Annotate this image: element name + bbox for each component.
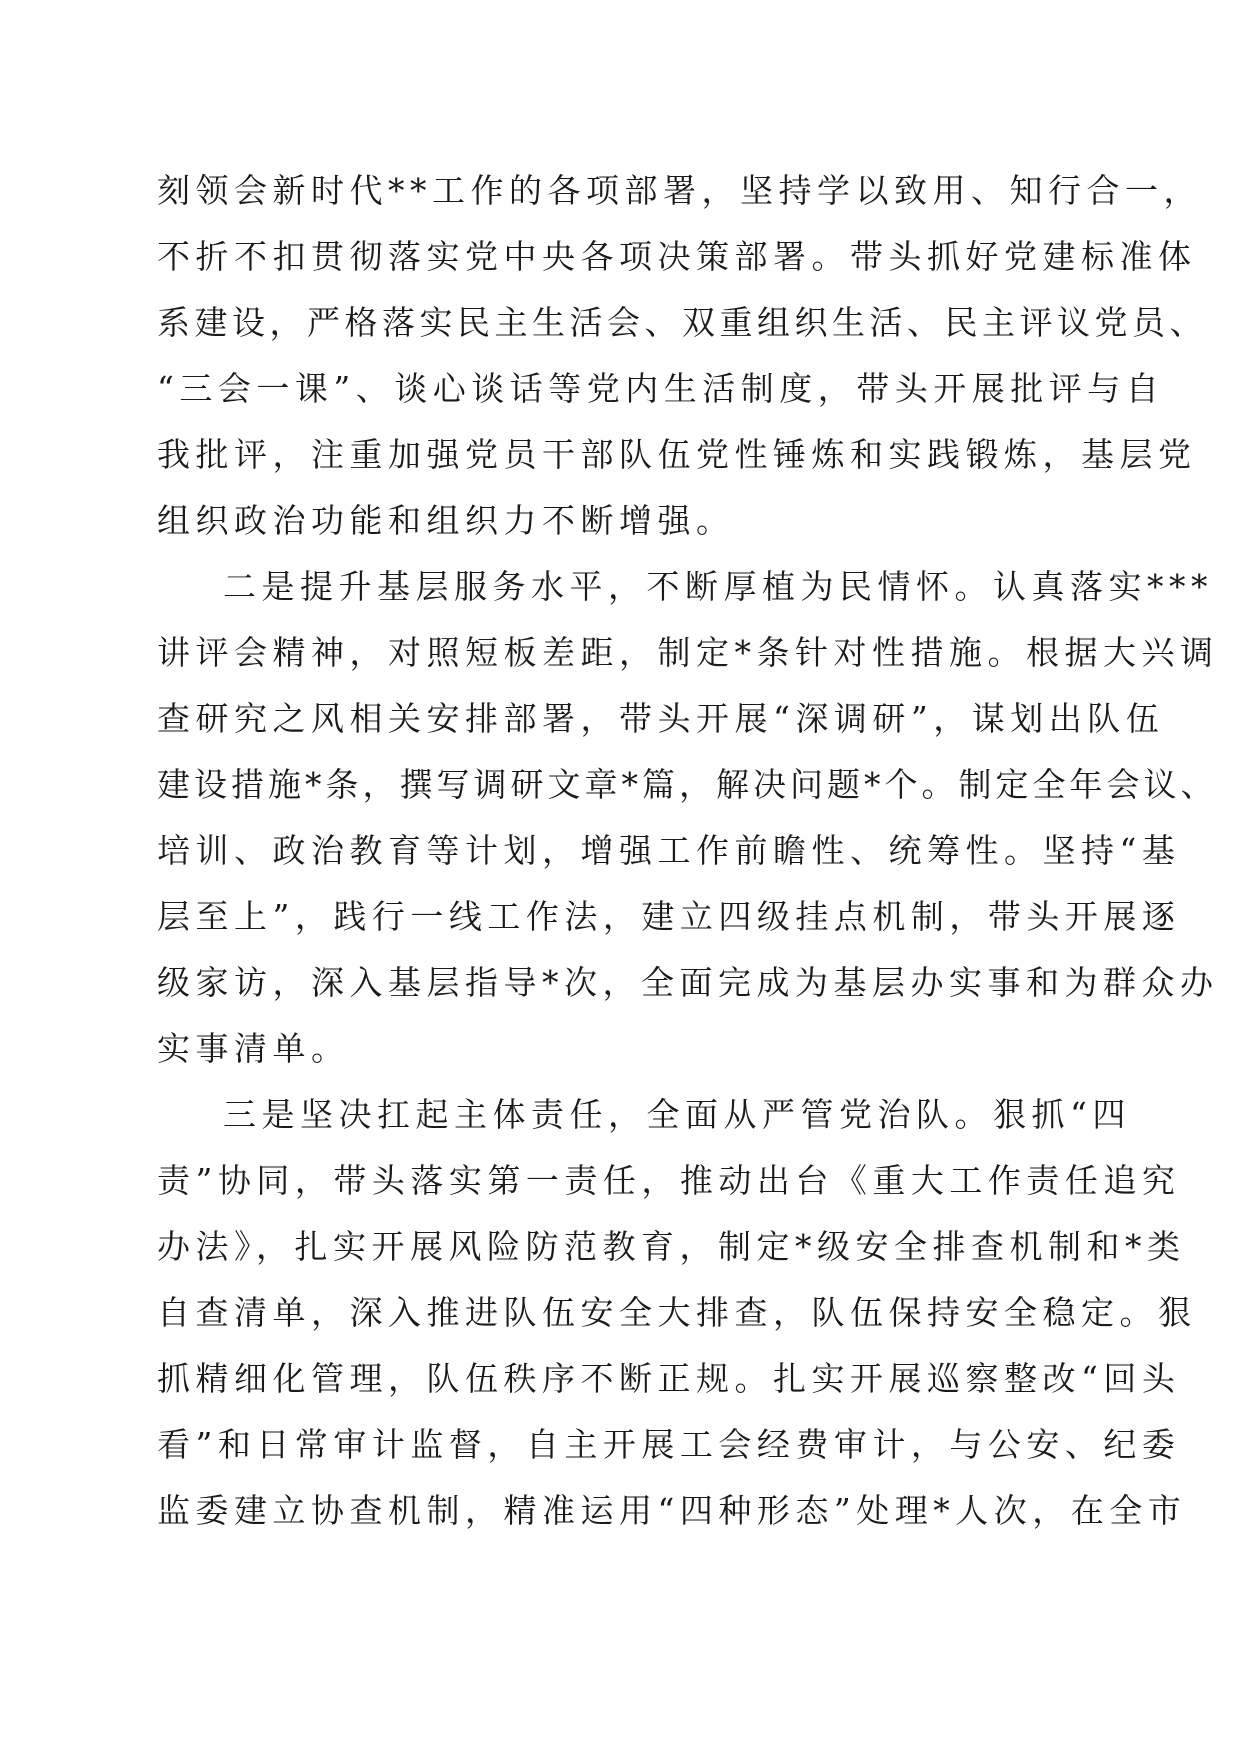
text-line: 办法》，扎实开展风险防范教育，制定*级安全排查机制和*类 bbox=[157, 1227, 1186, 1266]
text-line: 责”协同，带头落实第一责任，推动出台《重大工作责任追究 bbox=[157, 1161, 1181, 1200]
text-line: 系建设，严格落实民主生活会、双重组织生活、民主评议党员、 bbox=[157, 303, 1207, 342]
text-line: 我批评，注重加强党员干部队伍党性锤炼和实践锻炼，基层党 bbox=[157, 435, 1197, 474]
text-line: 级家访，深入基层指导*次，全面完成为基层办实事和为群众办 bbox=[157, 963, 1219, 1002]
body-text bbox=[157, 158, 1219, 1544]
text-line: 培训、政治教育等计划，增强工作前瞻性、统筹性。坚持“基 bbox=[157, 831, 1181, 870]
text-line: 抓精细化管理，队伍秩序不断正规。扎实开展巡察整改“回头 bbox=[157, 1359, 1181, 1398]
paragraph-start-line: 二是提升基层服务水平，不断厚植为民情怀。认真落实*** bbox=[223, 567, 1213, 606]
text-line: 刻领会新时代**工作的各项部署，坚持学以致用、知行合一， bbox=[157, 171, 1202, 210]
text-line: 讲评会精神，对照短板差距，制定*条针对性措施。根据大兴调 bbox=[157, 633, 1219, 672]
text-line: 建设措施*条，撰写调研文章*篇，解决问题*个。制定全年会议、 bbox=[157, 765, 1218, 804]
text-line: 组织政治功能和组织力不断增强。 bbox=[157, 501, 735, 540]
text-line: 看”和日常审计监督，自主开展工会经费审计，与公安、纪委 bbox=[157, 1425, 1181, 1464]
text-line: 监委建立协查机制，精准运用“四种形态”处理*人次，在全市 bbox=[157, 1491, 1187, 1530]
paragraph-start-line: 三是坚决扛起主体责任，全面从严管党治队。狠抓“四 bbox=[223, 1095, 1131, 1134]
text-line: 层至上”，践行一线工作法，建立四级挂点机制，带头开展逐 bbox=[157, 897, 1181, 936]
text-line: 实事清单。 bbox=[157, 1029, 350, 1068]
text-line: “三会一课”、谈心谈话等党内生活制度，带头开展批评与自 bbox=[157, 369, 1165, 408]
text-line: 自查清单，深入推进队伍安全大排查，队伍保持安全稳定。狠 bbox=[157, 1293, 1197, 1332]
text-line: 不折不扣贯彻落实党中央各项决策部署。带头抓好党建标准体 bbox=[157, 237, 1197, 276]
text-line: 查研究之风相关安排部署，带头开展“深调研”，谋划出队伍 bbox=[157, 699, 1165, 738]
